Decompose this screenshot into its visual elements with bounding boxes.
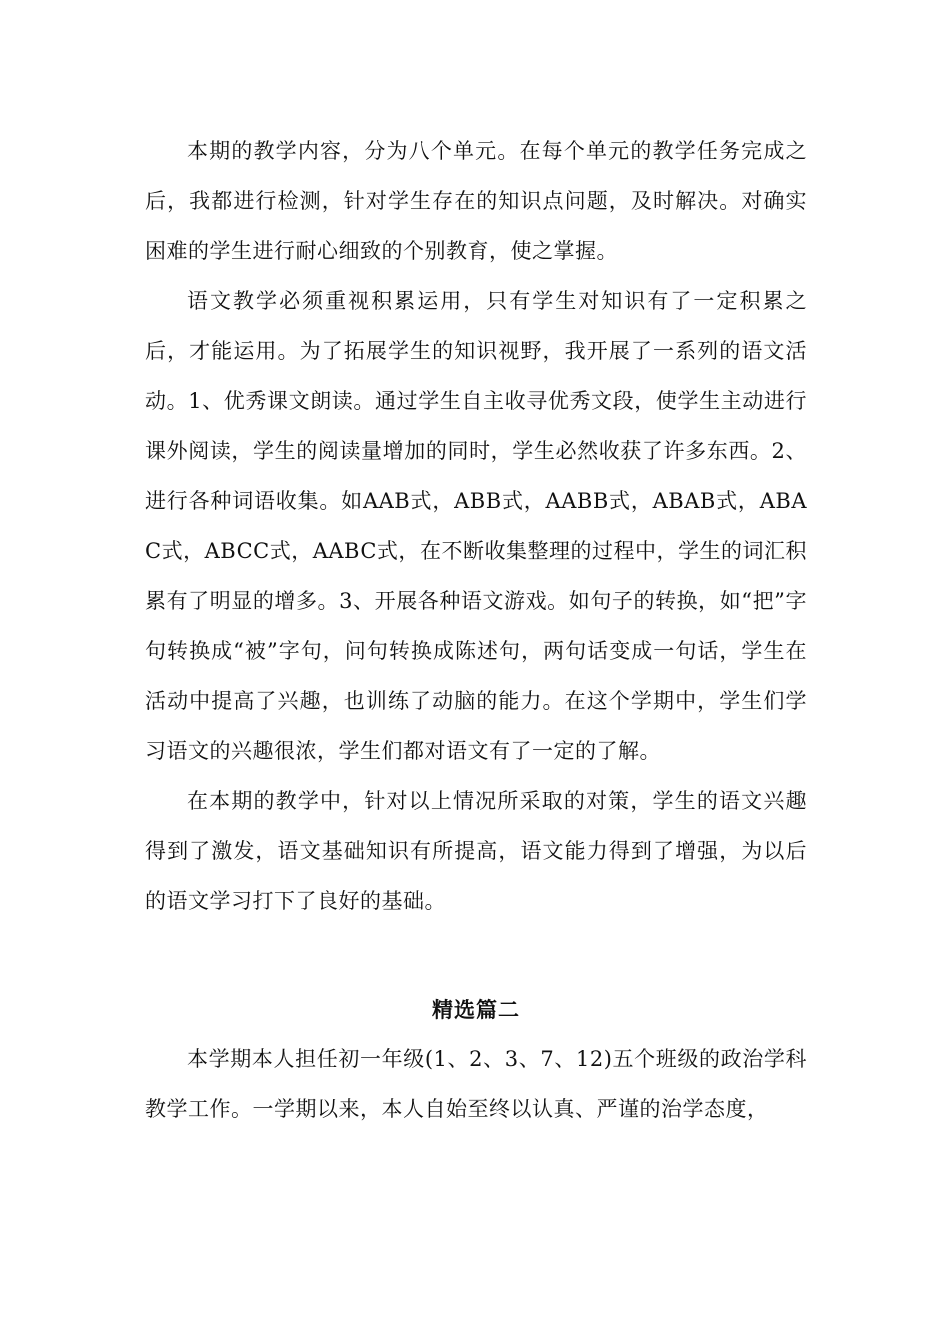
paragraph-teaching-results: 在本期的教学中，针对以上情况所采取的对策，学生的语文兴趣得到了激发，语文基础知识有所提高，语文能力得到了增强，为以后的语文学习打下了良好的基础。 xyxy=(145,789,807,913)
section-heading: 精选篇二 xyxy=(432,998,520,1022)
paragraph-teaching-content: 本期的教学内容，分为八个单元。在每个单元的教学任务完成之后，我都进行检测，针对学生存在的知识点问题，及时解决。对确实困难的学生进行耐心细致的个别教育，使之掌握。 xyxy=(145,139,807,263)
document-page xyxy=(145,126,807,1134)
paragraph-accumulation-activities: 语文教学必须重视积累运用，只有学生对知识有了一定积累之后，才能运用。为了拓展学生的知识视野，我开展了一系列的语文活动。1、优秀课文朗读。通过学生自主收寻优秀文段，使学生主动进行课外阅读，学生的阅读量增加的同时，学生必然收获了许多东西。2、进行各种词语收集。如AAB式，ABB式，AABB式，ABAB式，ABAC式，ABCC式，AABC式，在不断收集整理的过程中，学生的词汇积累有了明显的增多。3、开展各种语文游戏。如句子的转换，如“把”字句转换成“被”字句，问句转换成陈述句，两句话变成一句话，学生在活动中提高了兴趣，也训练了动脑的能力。在这个学期中，学生们学习语文的兴趣很浓，学生们都对语文有了一定的了解。 xyxy=(145,289,807,763)
paragraph-politics-teaching: 本学期本人担任初一年级(1、2、3、7、12)五个班级的政治学科教学工作。一学期以来，本人自始至终以认真、严谨的治学态度， xyxy=(145,1047,807,1121)
